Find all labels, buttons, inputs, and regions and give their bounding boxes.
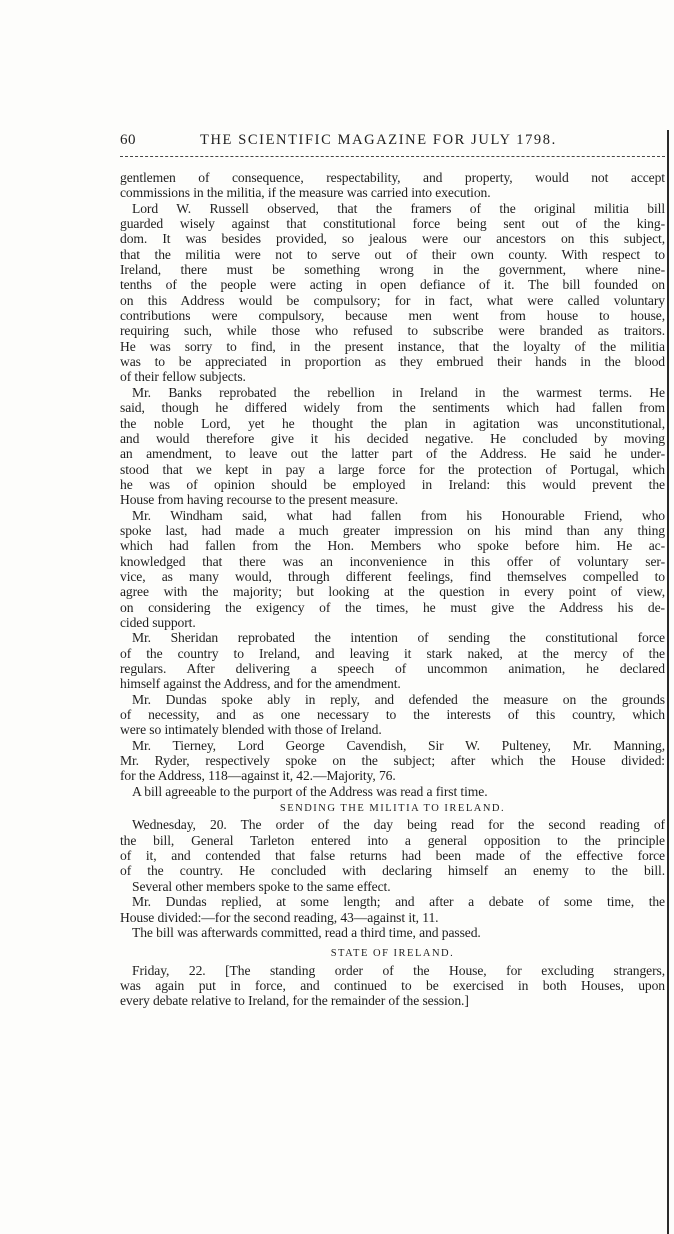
text-line: of it, and contended that false returns had been made of the effective force: [120, 848, 665, 864]
text-line: which had fallen from the Hon. Members who spoke before him. He ac-: [120, 538, 665, 554]
paragraph-wednesday: [120, 817, 665, 878]
section-heading-militia: SENDING THE MILITIA TO IRELAND.: [279, 803, 506, 815]
page-header: [120, 132, 665, 154]
page-number: 60: [120, 132, 136, 148]
text-line: was to be appreciated in proportion as they embrued their hands in the blood: [120, 354, 665, 370]
paragraph-first-reading: [120, 784, 665, 799]
text-line: every debate relative to Ireland, for the remainder of the session.]: [120, 993, 469, 1009]
text-line: commissions in the militia, if the measure was carried into execution.: [120, 185, 491, 201]
page-edge-rule: [667, 130, 669, 1234]
text-line: Mr. Ryder, respectively spoke on the subject; after which the House divided:: [120, 753, 665, 769]
text-line: that the militia were not to serve out of their own county. With respect to: [120, 246, 665, 262]
text-line: of the country to Ireland, and leaving it stark naked, at the mercy of the: [120, 645, 665, 661]
paragraph-windham: [120, 508, 665, 631]
text-line: stood that we kept in pay a large force for the protection of Portugal, which: [120, 461, 665, 477]
text-line: Friday, 22. [The standing order of the House, for excluding strangers,: [132, 962, 665, 978]
text-line: Ireland, there must be something wrong in the government, where nine-: [120, 262, 665, 278]
text-line: an amendment, to leave out the latter part of the Address. He said he under-: [120, 446, 665, 462]
text-line: Several other members spoke to the same effect.: [132, 878, 391, 894]
text-line: The bill was afterwards committed, read a third time, and passed.: [132, 924, 481, 940]
text-line: was again put in force, and continued to be exercised in both Houses, upon: [120, 977, 665, 993]
paragraph-division: [120, 738, 665, 784]
paragraph: [120, 170, 665, 201]
text-line: he was of opinion should be employed in Ireland: this would prevent the: [120, 476, 665, 492]
text-line: of necessity, and as one necessary to the interests of this country, which: [120, 707, 665, 723]
text-line: House divided:—for the second reading, 43—against it, 11.: [120, 909, 439, 925]
text-line: He was sorry to find, in the present instance, that the loyalty of the militia: [120, 338, 665, 354]
text-line: Lord W. Russell observed, that the framers of the original militia bill: [132, 200, 665, 216]
text-line: and would therefore give it his decided negative. He concluded by moving: [120, 430, 665, 446]
article-body: [120, 170, 665, 1009]
text-line: Mr. Sheridan reprobated the intention of sending the constitutional force: [132, 630, 665, 646]
text-line: himself against the Address, and for the amendment.: [120, 676, 401, 692]
paragraph-dundas-reply: [120, 894, 665, 925]
text-line: requiring such, while those who refused to subscribe were branded as traitors.: [120, 323, 665, 339]
text-line: were so intimately blended with those of Ireland.: [120, 722, 382, 738]
text-line: House from having recourse to the present measure.: [120, 492, 399, 508]
text-line: vice, as many would, through different feelings, find themselves compelled to: [120, 568, 665, 584]
paragraph-passed: [120, 925, 665, 940]
paragraph-russell: [120, 201, 665, 385]
text-line: agree with the majority; but looking at the question in every point of view,: [120, 584, 665, 600]
text-line: knowledged that there was an inconvenience in this offer of voluntary ser-: [120, 553, 665, 569]
paragraph-several: [120, 879, 665, 894]
text-line: gentlemen of consequence, respectability, and property, would not accept: [120, 170, 665, 185]
paragraph-friday: [120, 963, 665, 1009]
text-line: Mr. Windham said, what had fallen from his Honourable Friend, who: [132, 507, 665, 523]
paragraph-dundas: [120, 692, 665, 738]
text-line: A bill agreeable to the purport of the Address was read a first time.: [132, 783, 488, 799]
text-line: guarded wisely against that constitutional force being sent out of the king-: [120, 216, 665, 232]
paragraph-banks: [120, 385, 665, 508]
text-line: dom. It was besides provided, so jealous were our ancestors on this subject,: [120, 231, 665, 247]
text-line: Mr. Banks reprobated the rebellion in Ireland in the warmest terms. He: [132, 384, 665, 400]
text-line: contributions were compulsory, because men went from house to house,: [120, 308, 665, 324]
running-head: THE SCIENTIFIC MAGAZINE FOR JULY 1798.: [200, 132, 557, 148]
text-line: for the Address, 118—against it, 42.—Majority, 76.: [120, 768, 396, 784]
paragraph-sheridan: [120, 630, 665, 691]
text-line: of the country. He concluded with declaring himself an enemy to the bill.: [120, 863, 665, 879]
header-rule: [120, 156, 665, 158]
text-line: Mr. Dundas replied, at some length; and after a debate of some time, the: [132, 894, 665, 910]
text-line: on considering the exigency of the times, he must give the Address his de-: [120, 599, 665, 615]
text-line: the bill, General Tarleton entered into a general opposition to the principle: [120, 832, 665, 848]
text-line: on this Address would be compulsory; for in fact, what were called voluntary: [120, 292, 665, 308]
text-line: of their fellow subjects.: [120, 369, 246, 385]
text-line: spoke last, had made a much greater impression on his mind than any thing: [120, 522, 665, 538]
text-line: regulars. After delivering a speech of uncommon animation, he declared: [120, 661, 665, 676]
text-line: tenths of the people were acting in open defiance of it. The bill founded on: [120, 277, 665, 293]
text-line: Mr. Tierney, Lord George Cavendish, Sir W. Pulteney, Mr. Manning,: [132, 737, 665, 753]
text-line: the noble Lord, yet he thought the plan in agitation was unconstitutional,: [120, 415, 665, 431]
section-heading-ireland: STATE OF IRELAND.: [330, 948, 455, 960]
text-line: cided support.: [120, 614, 196, 630]
text-line: Wednesday, 20. The order of the day being read for the second reading of: [132, 817, 665, 833]
text-line: Mr. Dundas spoke ably in reply, and defended the measure on the grounds: [132, 691, 665, 707]
text-line: said, though he differed widely from the sentiments which had fallen from: [120, 400, 665, 416]
